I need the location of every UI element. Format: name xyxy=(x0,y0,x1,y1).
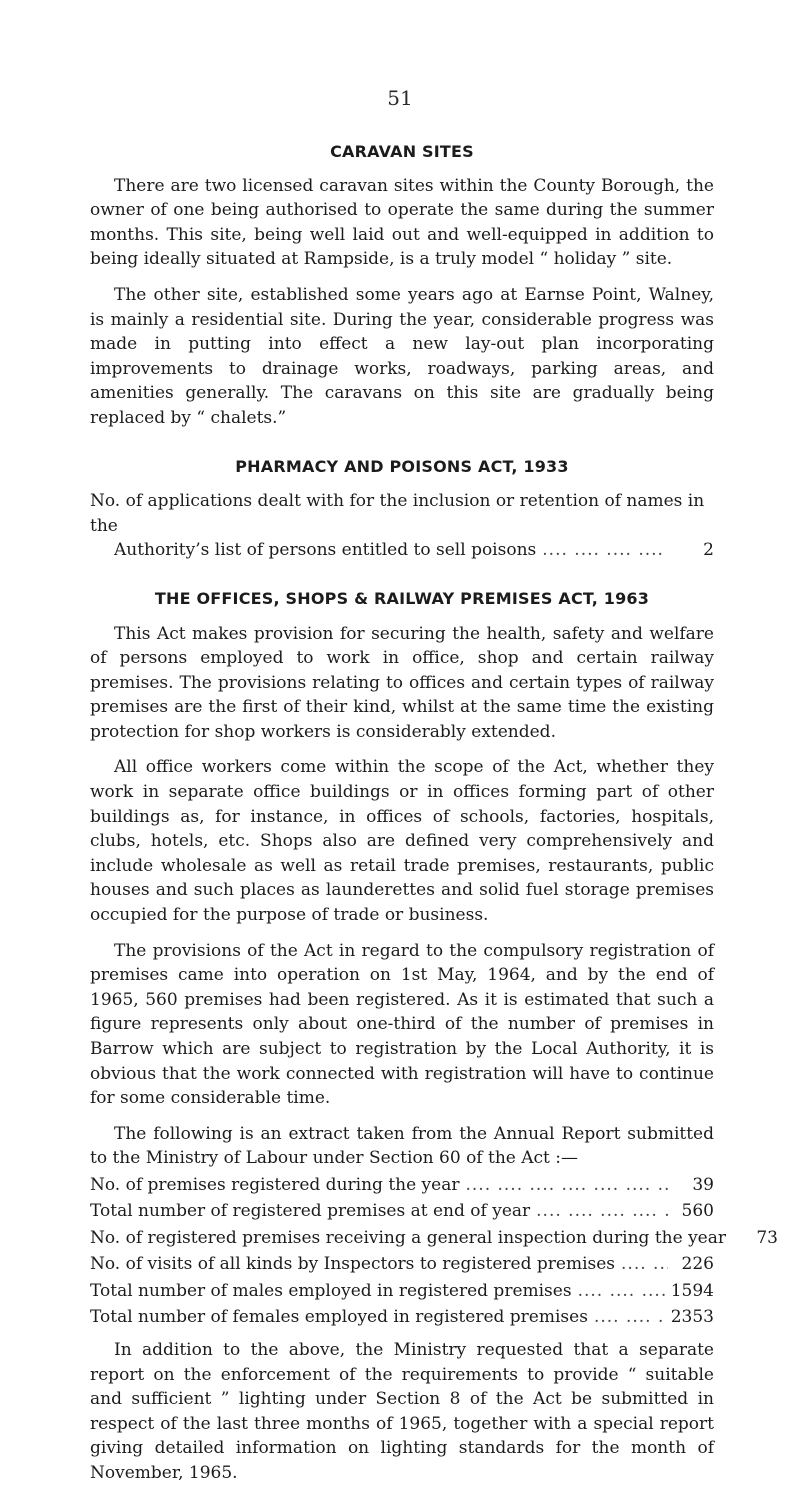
offices-shops-section xyxy=(90,587,778,1486)
offices-paragraph-1: This Act makes provision for securing the health, safety and welfare of persons employed to work in office, shop and certain railway premises. The provisions relating to offices and certain types of railway premises are the first of their kind, whilst at the same time the existing protection for shop workers is considerably extended. xyxy=(90,623,714,742)
stat-row xyxy=(90,1279,714,1306)
offices-paragraph-3: The provisions of the Act in regard to the compulsory registration of premises came into operation on 1st May, 1964, and by the end of 1965, 560 premises had been registered. As it is estimated that such a figure represents only about one-third of the number of premises in Barrow which are subject to registration by the Local Authority, it is obvious that the work connected with registration will have to continue for some considerable time. xyxy=(90,940,714,1109)
pharmacy-item-line-2: Authority’s list of persons entitled to sell poisons xyxy=(114,540,537,561)
offices-paragraph-5: In addition to the above, the Ministry requested that a separate report on the enforcement of the requirements to provide “ suitable and sufficient ” lighting under Section 8 of the Act be submitted in respect of the last three months of 1965, together with a special report giving detailed information on lighting standards for the month of November, 1965. xyxy=(90,1339,714,1483)
pharmacy-heading: PHARMACY AND POISONS ACT, 1933 xyxy=(235,456,569,476)
caravan-paragraph-1: There are two licensed caravan sites within the County Borough, the owner of one being authorised to operate the same during the summer months. This site, being well laid out and well-equipped in addition to being ideally situated at Rampside, is a truly model “ holiday ” site. xyxy=(90,175,714,270)
stat-value: 39 xyxy=(692,1174,714,1195)
statistics-list xyxy=(90,1173,778,1332)
stat-value: 226 xyxy=(681,1254,714,1275)
stat-value: 1594 xyxy=(670,1280,714,1301)
stat-row xyxy=(90,1226,778,1253)
stat-value: 560 xyxy=(681,1201,714,1222)
pharmacy-item-value: 2 xyxy=(703,540,714,561)
leader-dots xyxy=(465,1173,668,1198)
page-number: 51 xyxy=(387,86,413,110)
stat-label: Total number of females employed in registered premises xyxy=(90,1307,588,1328)
stat-row xyxy=(90,1305,714,1332)
stat-value: 2353 xyxy=(670,1307,714,1328)
page-content xyxy=(90,140,778,1486)
stat-row xyxy=(90,1252,714,1279)
leader-dots xyxy=(621,1252,668,1277)
offices-paragraph-2: All office workers come within the scope of the Act, whether they work in separate office buildings or in offices forming part of other buildings as, for instance, in offices of schools, factories, hospitals, clubs, hotels, etc. Shops also are defined very comprehensively and include wholesale as well as retail trade premises, restaurants, public houses and such places as launderettes and solid fuel storage premises occupied for the purpose of trade or business. xyxy=(90,757,714,926)
offices-shops-heading: THE OFFICES, SHOPS & RAILWAY PREMISES ACT, 1963 xyxy=(154,588,650,608)
leader-dots xyxy=(542,538,668,563)
leader-dots xyxy=(536,1199,668,1224)
stat-label: No. of visits of all kinds by Inspectors to registered premises xyxy=(90,1254,616,1275)
caravan-sites-section xyxy=(90,140,714,431)
stat-row xyxy=(90,1173,714,1200)
caravan-sites-heading: CARAVAN SITES xyxy=(330,142,474,161)
offices-paragraph-4: The following is an extract taken from the Annual Report submitted to the Ministry of Labour under Section 60 of the Act :— xyxy=(90,1123,714,1169)
pharmacy-item-line-1: No. of applications dealt with for the inclusion or retention of names in the xyxy=(90,491,705,536)
stat-label: Total number of males employed in registered premises xyxy=(90,1280,572,1301)
pharmacy-section xyxy=(90,455,714,563)
stat-label: No. of registered premises receiving a general inspection during the year xyxy=(90,1227,726,1248)
stat-label: No. of premises registered during the year xyxy=(90,1174,460,1195)
stat-value: 73 xyxy=(756,1227,778,1248)
leader-dots xyxy=(594,1305,665,1330)
stat-label: Total number of registered premises at end of year xyxy=(90,1201,531,1222)
leader-dots xyxy=(578,1279,665,1304)
caravan-paragraph-2: The other site, established some years ago at Earnse Point, Walney, is mainly a residential site. During the year, considerable progress was made in putting into effect a new lay-out plan incorporating improvements to drainage works, roadways, parking areas, and amenities generally. The caravans on this site are gradually being replaced by “ chalets.” xyxy=(90,284,714,428)
stat-row xyxy=(90,1199,714,1226)
pharmacy-applications-item xyxy=(90,489,714,563)
